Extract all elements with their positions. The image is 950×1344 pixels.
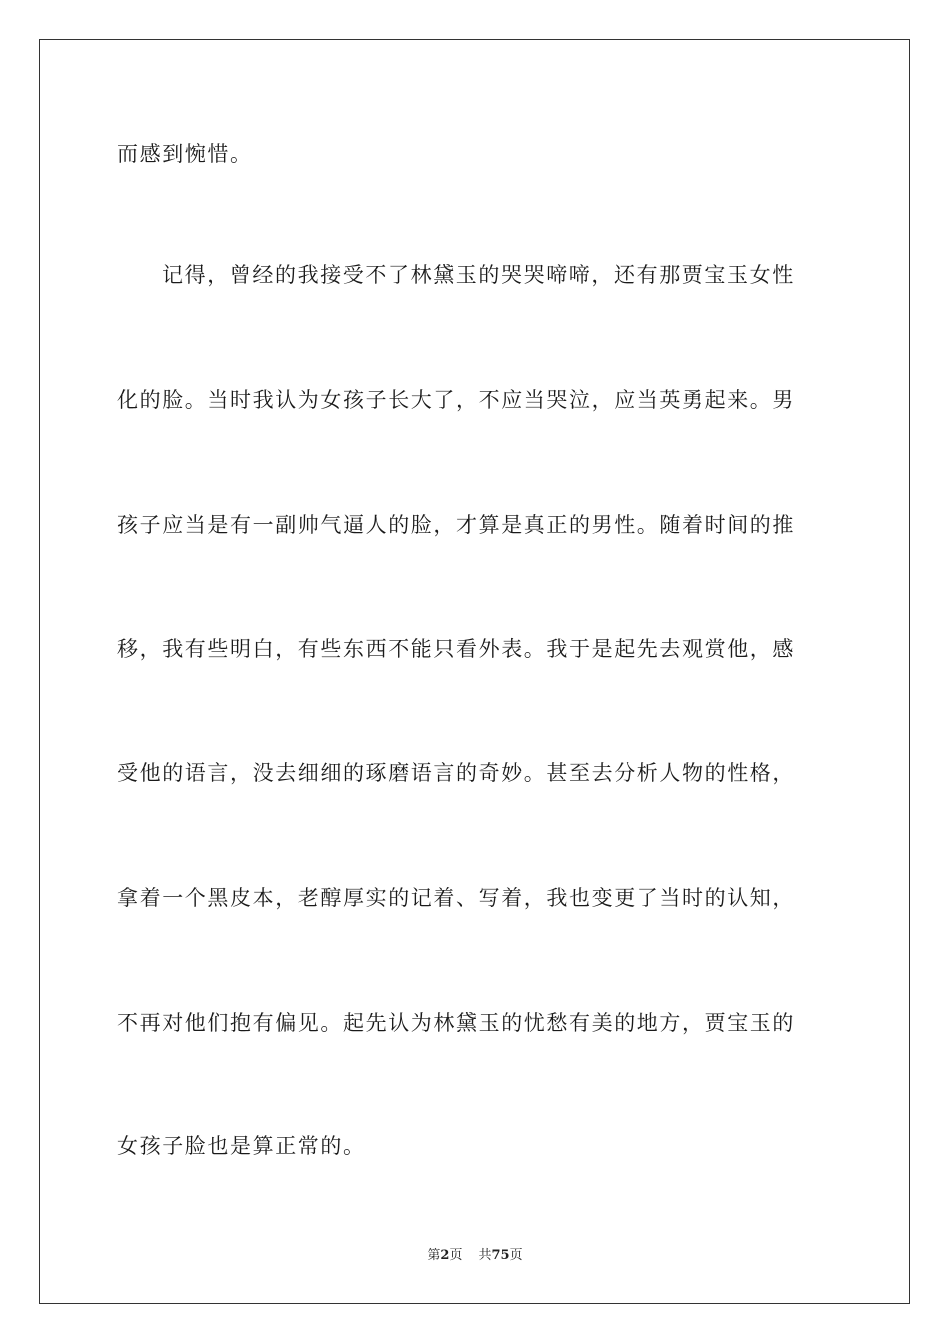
text-line-5: 移，我有些明白，有些东西不能只看外表。我于是起先去观赏他，感 bbox=[117, 637, 795, 661]
text-line-1: 而感到惋惜。 bbox=[117, 142, 253, 166]
text-line-9: 女孩子脸也是算正常的。 bbox=[117, 1134, 366, 1158]
total-prefix: 共 bbox=[478, 1248, 492, 1263]
text-line-8: 不再对他们抱有偏见。起先认为林黛玉的忧愁有美的地方，贾宝玉的 bbox=[117, 1011, 795, 1035]
total-suffix: 页 bbox=[509, 1248, 523, 1263]
page-suffix: 页 bbox=[449, 1248, 463, 1263]
text-line-4: 孩子应当是有一副帅气逼人的脸，才算是真正的男性。随着时间的推 bbox=[117, 513, 795, 537]
total-page-count: 75 bbox=[491, 1248, 510, 1263]
page-prefix: 第 bbox=[427, 1248, 441, 1263]
page-number-footer bbox=[0, 1248, 950, 1264]
text-line-2: 记得，曾经的我接受不了林黛玉的哭哭啼啼，还有那贾宝玉女性 bbox=[162, 263, 795, 287]
page-border bbox=[39, 39, 910, 1304]
text-line-7: 拿着一个黑皮本，老醇厚实的记着、写着，我也变更了当时的认知， bbox=[117, 886, 795, 910]
text-line-6: 受他的语言，没去细细的琢磨语言的奇妙。甚至去分析人物的性格， bbox=[117, 761, 795, 785]
text-line-3: 化的脸。当时我认为女孩子长大了，不应当哭泣，应当英勇起来。男 bbox=[117, 388, 795, 412]
current-page-number: 2 bbox=[440, 1248, 450, 1263]
